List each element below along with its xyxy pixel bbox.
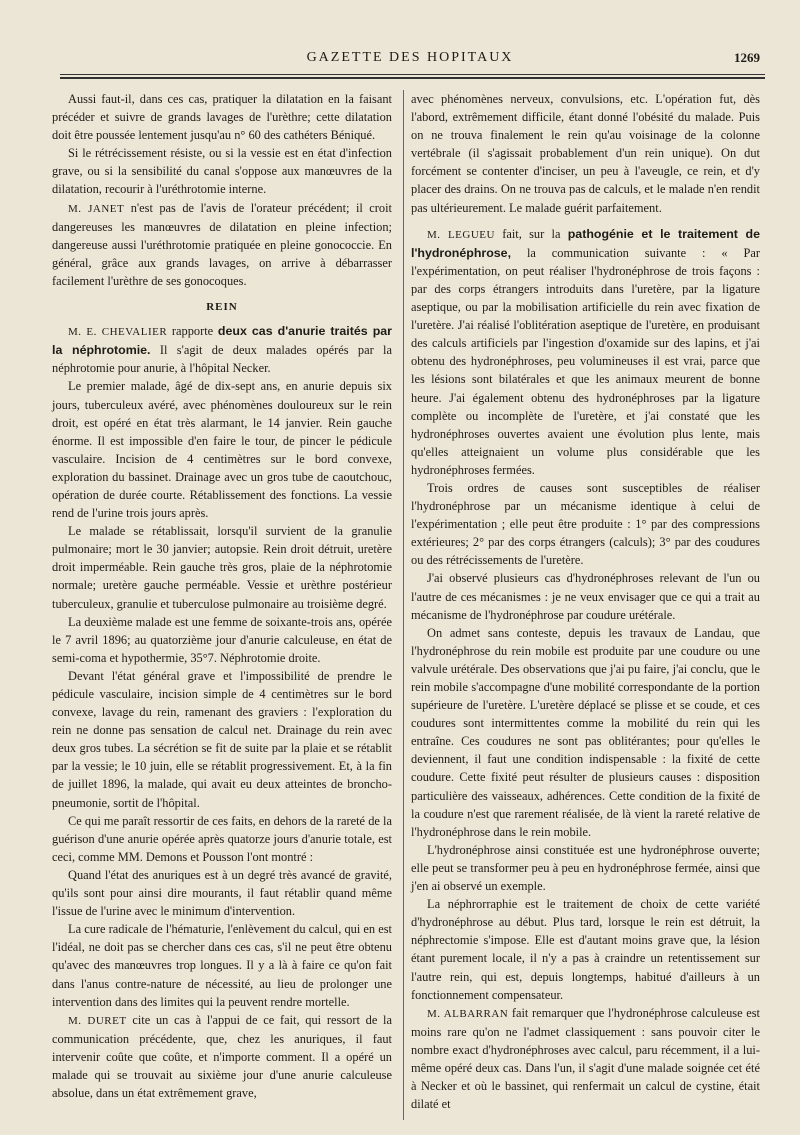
paragraph: On admet sans conteste, depuis les travaux de Landau, que l'hydronéphrose du rein mobile est produite par une coudure ou une valvule urétérale. Des observations que j'ai pu faire, j'ai conclu, que le rein mobile s'accompagne d'une mobilité correspondante de la portion supérieure de l'uretère. L'uretère déplacé se plisse et se coude, et ces coudures sont intermittentes comme la mobilité du rein qui les entraîne. Ces coudures ne sont pas oblitérantes; pour qu'elles le deviennent, il faut une condition indispensable : la fixité de cette coudure. Cette fixité peut résulter de plusieurs causes : disposition particulière des vaisseaux, adhérences. Cette condition de la fixité de la coudure n'est que rarement réalisée, de là vient la rareté relative de l'hydronéphrose dans le rein mobile. [411, 625, 760, 839]
journal-title: GAZETTE DES HOPITAUX [306, 50, 514, 65]
paragraph: Aussi faut-il, dans ces cas, pratiquer la dilatation en la faisant précéder et suivre de grands lavages de l'urèthre; cette dilatation doit être poussée lentement jusqu'au n° 60 des cathéters Béniqué. [52, 92, 392, 143]
header-rule-thin [60, 74, 765, 75]
paragraph-text: fait remarquer que l'hydronéphrose calculeuse est moins rare qu'on ne l'admet classiquement : sans pouvoir citer le nombre exact d'hydronéphroses avec calcul, paru récemment, il a lui-même opéré deux cas. Dans l'un, il s'agit d'une malade soignée cet été à Necker et où le bassinet, qui renfermait un calcul de cystine, était dilaté et [411, 1005, 760, 1112]
paragraph: Le malade se rétablissait, lorsqu'il survient de la granulie pulmonaire; mort le 30 janvier; autopsie. Rein droit détruit, uretère droit imperméable. Rein gauche très gros, plaie de la néphrotomie normale; uretère gauche perméable. Vessie et urèthre postérieur tuberculeux, granulie et tuberculose pulmonaire au troisième degré. [52, 524, 392, 611]
paragraph: Si le rétrécissement résiste, ou si la vessie est en état d'infection grave, ou si la sensibilité du canal s'oppose aux manœuvres de la dilatation, recourir à l'uréthrotomie interne. [52, 146, 392, 197]
speaker-name: M. ALBARRAN [427, 1007, 509, 1020]
communication-title: pathogénie et le traitement de l'hydronéphrose, [411, 226, 760, 260]
paragraph-text: la communication suivante : « Par l'expérimentation, on peut réaliser l'hydronéphrose de trois façons : par des corps étrangers introduits dans l'uretère, par la ligature aseptique, ou par la mobilisation artificielle du rein avec fixation de l'uretère. J'ai réalisé l'oblitération aseptique de l'uretère, en produisant des calculs artificiels par l'ingestion d'oxamide sur des lapins, et j'ai obtenu des hydronéphroses, peu volumineuses il est vrai, parce que les lésions sont bilatérales et que les animaux meurent de bonne heure. J'ai également obtenu des hydronéphroses par la ligature complète ou incomplète de l'uretère, et j'ai constaté que les hydronéphroses ouvertes avaient une évolution plus lente, mais qu'elles atteignaient un volume plus considérable que les hydronéphroses fermées. [411, 245, 760, 477]
paragraph [411, 1004, 760, 1114]
paragraph: La cure radicale de l'hématurie, l'enlèvement du calcul, qui en est l'idéal, ne doit pas se chercher dans ces cas, s'il ne peut être obtenu qu'avec des manœuvres trop longues. Il y a là à faire ce qu'on fait dans l'anus contre-nature de nécessité, au lieu de prolonger une intervention dans des limites qui la peuvent rendre mortelle. [52, 922, 392, 1009]
paragraph [411, 225, 760, 479]
paragraph-text: n'est pas de l'avis de l'orateur précédent; il croit dangereuses les manœuvres de dilatation en pleine infection; dangereuse aussi l'uréthrotomie pratiquée en pleine gonococcie. En général, grâce aux grands lavages, on arrive à débarrasser facilement l'urèthre de ses gonocoques. [52, 200, 392, 288]
paragraph: L'hydronéphrose ainsi constituée est une hydronéphrose ouverte; elle peut se transformer peu à peu en hydronéphrose fermée, ainsi que j'en ai observé un exemple. [411, 842, 760, 894]
paragraph-gap [411, 217, 760, 225]
speaker-name: M. DURET [68, 1014, 127, 1027]
paragraph: avec phénomènes nerveux, convulsions, etc. L'opération fut, dès l'abord, extrêmement difficile, étant donné l'obésité du malade. Puis on ne trouva finalement le rein qu'au voisinage de la colonne vertébrale (il s'agissait probablement d'un rein unique). On dut forcément se contenter d'inciser, un peu à l'aveugle, ce rein, et d'y placer des drains. On ne trouva pas de calculs, et le malade n'en rendit pas ultérieurement. Le malade guérit parfaitement. [411, 92, 760, 215]
header-rule-thick [60, 77, 765, 79]
paragraph: Devant l'état général grave et l'impossibilité de prendre le pédicule vasculaire, incision simple de 4 centimètres sur le bord convexe, lavage du rein, ramenant des graviers : l'exploration du rein ne donne pas sensation de calcul net. Drainage du rein avec deux gros tubes. La sécrétion se fit de suite par la plaie et se rétablit par la vessie; le 10 juin, elle se rétablit progressivement. Et, à la fin de juillet 1896, la malade, qui avait eu deux atteintes de broncho-pneumonie, sortit de l'hôpital. [52, 668, 392, 810]
paragraph: Le premier malade, âgé de dix-sept ans, en anurie depuis six jours, tuberculeux avéré, avec phénomènes douloureux sur le rein droit, est opéré en état très alarmant, le 14 janvier. Rein gauche énorme. Il est impossible d'en faire le tour, de pincer le pédicule vasculaire. Incision de 4 centimètres sur le bord convexe, exploration du bassinet. Drainage avec un gros tube de caoutchouc, opération de durée courte. Rétablissement des fonctions. La vessie rend de l'urine trois jours après. [52, 379, 392, 521]
text-columns [52, 90, 765, 1130]
paragraph: Quand l'état des anuriques est à un degré très avancé de gravité, qu'ils sont pour ainsi dire mourants, il faut rétablir quand même l'issue de l'urine avec le minimum d'intervention. [52, 867, 392, 919]
paragraph [52, 199, 392, 290]
paragraph-text: fait, sur la [494, 226, 568, 241]
paragraph [52, 1011, 392, 1102]
left-column [52, 90, 392, 1102]
paragraph: La néphrorraphie est le traitement de choix de cette variété d'hydronéphrose au début. Plus tard, lorsque le rein est détruit, la néphrectomie s'impose. Elle est d'autant moins grave que, la lésion étant purement locale, il n'y a pas à craindre un retentissement sur l'autre rein, qui est, depuis longtemps, habitué d'ailleurs à un fonctionnement compensateur. [411, 897, 760, 1002]
section-heading: REIN [206, 301, 238, 314]
paragraph: J'ai observé plusieurs cas d'hydronéphroses relevant de l'un ou l'autre de ces mécanismes : je ne veux envisager que ce qui a trait au mécanisme de l'hydronéphrose par coudure urétérale. [411, 571, 760, 622]
paragraph: Trois ordres de causes sont susceptibles de réaliser l'hydronéphrose par un mécanisme identique à celui de l'expérimentation ; elle peut être produite : 1° par des compressions extérieures; 2° par des corps étrangers (calculs); 3° par des coudures ou des rétrécissements de l'uretère. [411, 480, 760, 568]
paragraph: Ce qui me paraît ressortir de ces faits, en dehors de la rareté de la guérison d'une anurie opérée après quatorze jours d'anurie totale, est ceci, comme MM. Demons et Pousson l'ont montré : [52, 813, 392, 864]
speaker-name: M. LEGUEU [427, 228, 495, 241]
page-number: 1269 [734, 50, 760, 65]
running-head [60, 50, 760, 68]
speaker-name: M. E. CHEVALIER [68, 326, 168, 339]
speaker-name: M. JANET [68, 202, 125, 215]
paragraph: La deuxième malade est une femme de soixante-trois ans, opérée le 7 avril 1896; au quatorzième jour d'anurie calculeuse, en état de semi-coma et hypothermie, 35°7. Néphrotomie droite. [52, 614, 392, 665]
column-divider [403, 90, 404, 1120]
paragraph-text: rapporte [167, 324, 218, 339]
communication-title: deux cas d'anurie traités par la néphrotomie. [52, 324, 392, 358]
paragraph-text: Il s'agit de deux malades opérés par la néphrotomie pour anurie, à l'hôpital Necker. [52, 343, 392, 376]
paragraph [52, 322, 392, 377]
paragraph-text: cite un cas à l'appui de ce fait, qui ressort de la communication précédente, que, chez les anuriques, il faut intervenir coûte que coûte, et n'importe comment. Il a opéré un malade qui se trouvait au sixième jour d'une anurie calculeuse absolue, dans un état extrêmement grave, [52, 1012, 392, 1101]
right-column [411, 90, 760, 1113]
